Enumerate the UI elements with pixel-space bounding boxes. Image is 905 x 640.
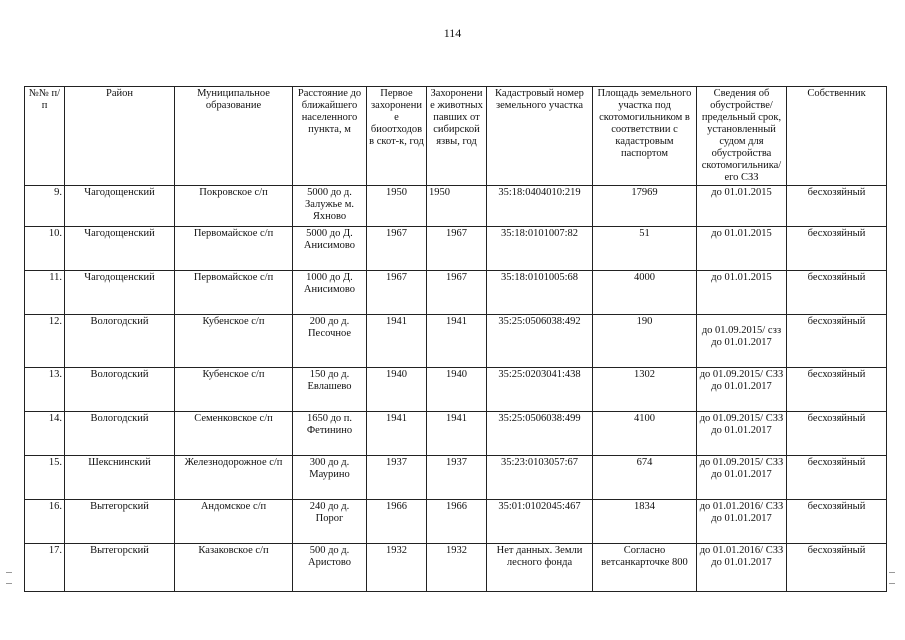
table-row [25, 368, 887, 412]
anthrax-cell: 1941 [427, 412, 487, 456]
area-cell: 4100 [593, 412, 697, 456]
arrangement-cell: до 01.01.2016/ СЗЗ до 01.01.2017 [697, 544, 787, 592]
area-cell: 190 [593, 315, 697, 368]
first-burial-cell: 1932 [367, 544, 427, 592]
district-cell: Вологодский [65, 315, 175, 368]
table-row [25, 456, 887, 500]
area-cell: 4000 [593, 271, 697, 315]
table-row [25, 186, 887, 227]
cadastral-cell: Нет данных. Земли лесного фонда [487, 544, 593, 592]
municipality-cell: Первомайское с/п [175, 271, 293, 315]
district-cell: Чагодощенский [65, 271, 175, 315]
distance-cell: 150 до д. Евлашево [293, 368, 367, 412]
left-margin-marks [6, 572, 16, 594]
municipality-cell: Первомайское с/п [175, 227, 293, 271]
header-anthrax: Захоронени е животных павших от сибирской язвы, год [427, 87, 487, 186]
owner-cell: бесхозяйный [787, 271, 887, 315]
area-cell: Согласно ветсанкарточке 800 [593, 544, 697, 592]
table-row [25, 544, 887, 592]
arrangement-cell: до 01.09.2015/ СЗЗ до 01.01.2017 [697, 368, 787, 412]
cadastral-cell: 35:25:0203041:438 [487, 368, 593, 412]
owner-cell: бесхозяйный [787, 227, 887, 271]
row-num: 11. [25, 271, 65, 315]
area-cell: 1834 [593, 500, 697, 544]
row-num: 12. [25, 315, 65, 368]
anthrax-cell: 1950 [427, 186, 487, 227]
cadastral-cell: 35:18:0101007:82 [487, 227, 593, 271]
district-cell: Вологодский [65, 412, 175, 456]
anthrax-cell: 1940 [427, 368, 487, 412]
owner-cell: бесхозяйный [787, 500, 887, 544]
right-margin-marks [889, 572, 899, 594]
owner-cell: бесхозяйный [787, 456, 887, 500]
distance-cell: 240 до д. Порог [293, 500, 367, 544]
header-owner: Собственник [787, 87, 887, 186]
municipality-cell: Казаковское с/п [175, 544, 293, 592]
first-burial-cell: 1950 [367, 186, 427, 227]
owner-cell: бесхозяйный [787, 368, 887, 412]
distance-cell: 1650 до п. Фетинино [293, 412, 367, 456]
first-burial-cell: 1966 [367, 500, 427, 544]
arrangement-cell: до 01.09.2015/ СЗЗ до 01.01.2017 [697, 456, 787, 500]
area-cell: 1302 [593, 368, 697, 412]
area-cell: 51 [593, 227, 697, 271]
distance-cell: 1000 до Д. Анисимово [293, 271, 367, 315]
first-burial-cell: 1937 [367, 456, 427, 500]
anthrax-cell: 1967 [427, 271, 487, 315]
district-cell: Вытегорский [65, 544, 175, 592]
cadastral-cell: 35:18:0404010:219 [487, 186, 593, 227]
distance-cell: 500 до д. Аристово [293, 544, 367, 592]
table-row [25, 271, 887, 315]
owner-cell: бесхозяйный [787, 412, 887, 456]
anthrax-cell: 1966 [427, 500, 487, 544]
district-cell: Вытегорский [65, 500, 175, 544]
first-burial-cell: 1967 [367, 271, 427, 315]
cadastral-cell: 35:25:0506038:499 [487, 412, 593, 456]
header-arrangement: Сведения об обустройстве/ предельный срок, установленный судом для обустройства скотомогильника/ его СЗЗ [697, 87, 787, 186]
anthrax-cell: 1937 [427, 456, 487, 500]
row-num: 14. [25, 412, 65, 456]
arrangement-cell: до 01.01.2015 [697, 227, 787, 271]
municipality-cell: Кубенское с/п [175, 368, 293, 412]
arrangement-cell: до 01.01.2016/ СЗЗ до 01.01.2017 [697, 500, 787, 544]
first-burial-cell: 1941 [367, 315, 427, 368]
first-burial-cell: 1940 [367, 368, 427, 412]
district-cell: Чагодощенский [65, 227, 175, 271]
arrangement-cell: до 01.01.2015 [697, 271, 787, 315]
distance-cell: 5000 до Д. Анисимово [293, 227, 367, 271]
table-row [25, 227, 887, 271]
header-num: №№ п/п [25, 87, 65, 186]
table-row [25, 500, 887, 544]
header-district: Район [65, 87, 175, 186]
header-area: Площадь земельного участка под скотомогильником в соответствии с кадастровым паспортом [593, 87, 697, 186]
cadastral-cell: 35:18:0101005:68 [487, 271, 593, 315]
row-num: 13. [25, 368, 65, 412]
row-num: 17. [25, 544, 65, 592]
anthrax-cell: 1932 [427, 544, 487, 592]
municipality-cell: Кубенское с/п [175, 315, 293, 368]
burial-sites-table [24, 86, 887, 592]
first-burial-cell: 1967 [367, 227, 427, 271]
anthrax-cell: 1941 [427, 315, 487, 368]
district-cell: Чагодощенский [65, 186, 175, 227]
table-header-row [25, 87, 887, 186]
table-row [25, 412, 887, 456]
header-distance: Расстояние до ближайшего населенного пункта, м [293, 87, 367, 186]
district-cell: Вологодский [65, 368, 175, 412]
area-cell: 17969 [593, 186, 697, 227]
distance-cell: 300 до д. Маурино [293, 456, 367, 500]
first-burial-cell: 1941 [367, 412, 427, 456]
row-num: 15. [25, 456, 65, 500]
anthrax-cell: 1967 [427, 227, 487, 271]
distance-cell: 5000 до д. Залужье м. Яхново [293, 186, 367, 227]
municipality-cell: Семенковское с/п [175, 412, 293, 456]
owner-cell: бесхозяйный [787, 544, 887, 592]
row-num: 16. [25, 500, 65, 544]
cadastral-cell: 35:23:0103057:67 [487, 456, 593, 500]
district-cell: Шекснинский [65, 456, 175, 500]
header-first-burial: Первое захоронени е биоотходов в скот-к, год [367, 87, 427, 186]
table-row [25, 315, 887, 368]
header-cadastral: Кадастровый номер земельного участка [487, 87, 593, 186]
owner-cell: бесхозяйный [787, 315, 887, 368]
municipality-cell: Железнодорожное с/п [175, 456, 293, 500]
area-cell: 674 [593, 456, 697, 500]
arrangement-cell: до 01.09.2015/ СЗЗ до 01.01.2017 [697, 412, 787, 456]
arrangement-cell: до 01.01.2015 [697, 186, 787, 227]
cadastral-cell: 35:25:0506038:492 [487, 315, 593, 368]
cadastral-cell: 35:01:0102045:467 [487, 500, 593, 544]
arrangement-cell: до 01.09.2015/ сзз до 01.01.2017 [697, 315, 787, 368]
municipality-cell: Покровское с/п [175, 186, 293, 227]
row-num: 10. [25, 227, 65, 271]
row-num: 9. [25, 186, 65, 227]
owner-cell: бесхозяйный [787, 186, 887, 227]
distance-cell: 200 до д. Песочное [293, 315, 367, 368]
municipality-cell: Андомское с/п [175, 500, 293, 544]
header-municipality: Муниципальное образование [175, 87, 293, 186]
page-number: 114 [443, 26, 462, 40]
